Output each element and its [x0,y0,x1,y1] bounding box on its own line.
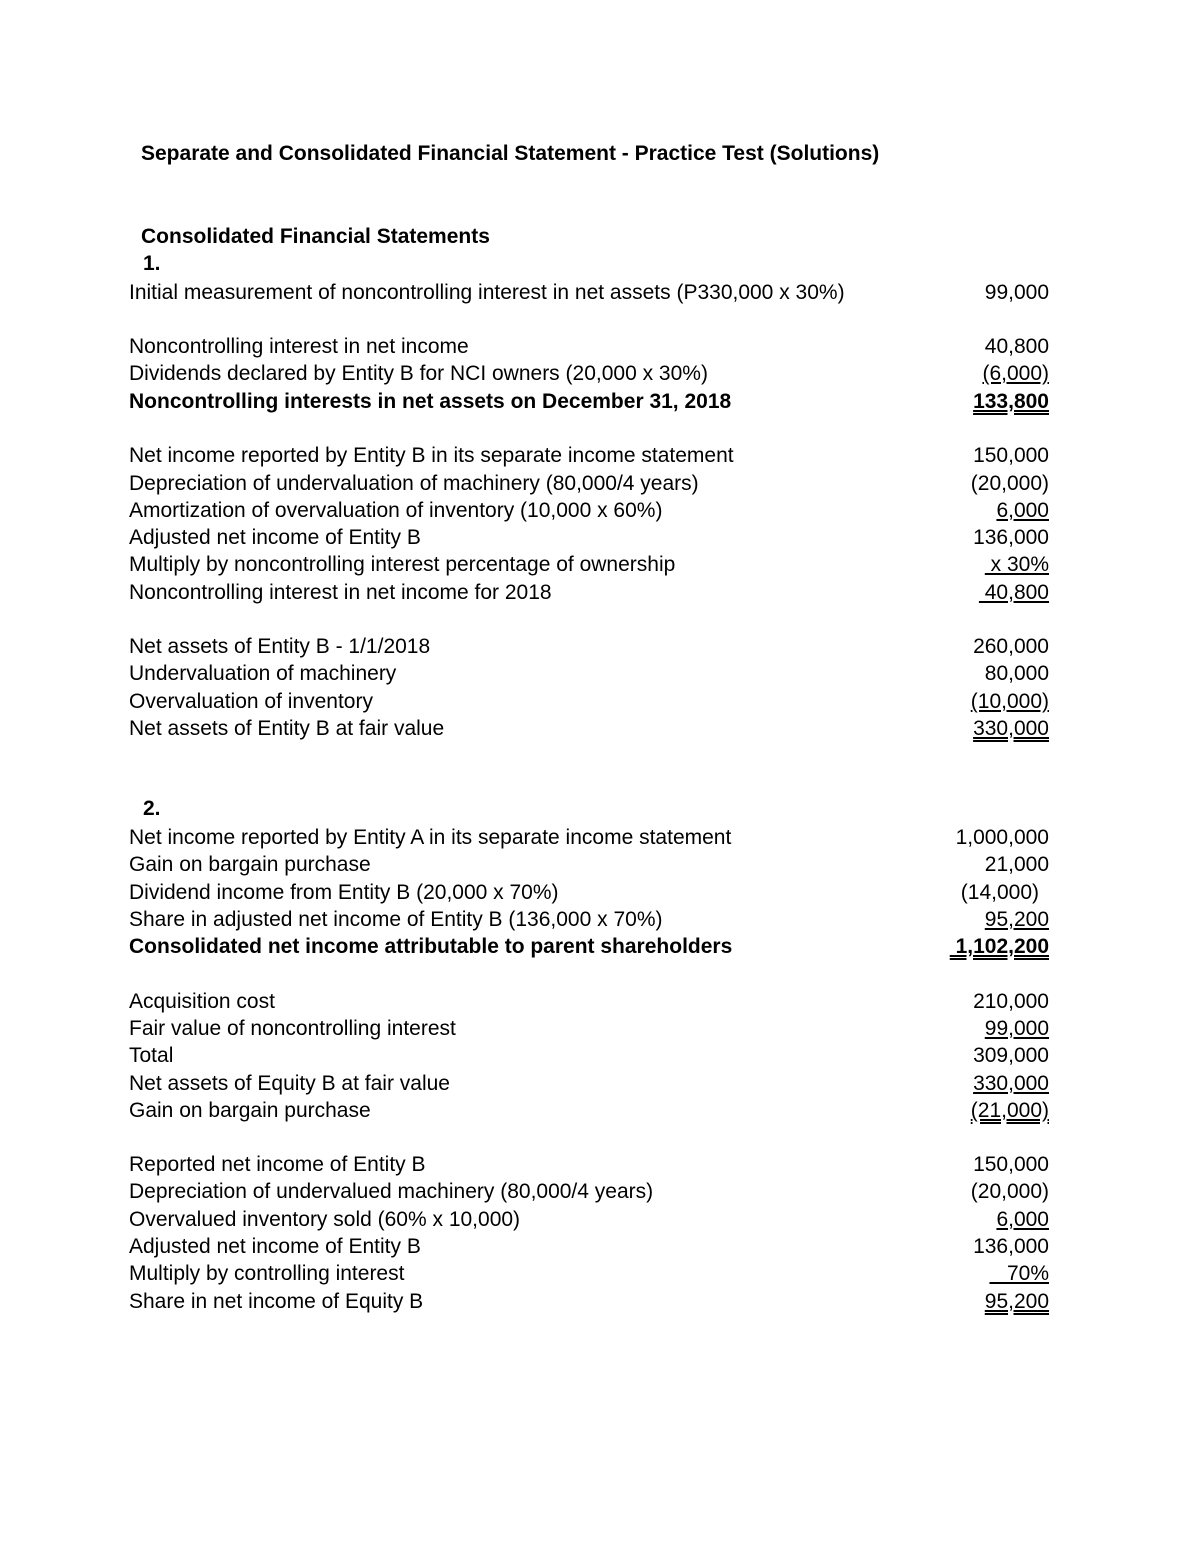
row-value: (14,000) [960,881,1039,904]
row-value: (20,000) [970,472,1049,495]
row-value: 40,800 [984,335,1049,358]
row-label: Share in adjusted net income of Entity B (136,000 x 70%) [129,908,663,931]
row-label: Net assets of Entity B - 1/1/2018 [129,635,431,658]
row-label: Depreciation of undervalued machinery (80,000/4 years) [129,1180,654,1203]
row-label: Fair value of noncontrolling interest [129,1017,456,1040]
row-label: Adjusted net income of Entity B [129,1235,421,1258]
row-label: Noncontrolling interest in net income [129,335,469,358]
row-label: Amortization of overvaluation of inventory (10,000 x 60%) [129,499,663,522]
row-value: (20,000) [970,1180,1049,1203]
row-value: (6,000) [982,362,1049,385]
row-label: Net income reported by Entity A in its separate income statement [129,826,732,849]
row-label: Consolidated net income attributable to parent shareholders [129,935,733,958]
row-value: 6,000 [996,499,1049,522]
table-row [129,1206,1049,1233]
table-row [129,633,1049,660]
row-label: Noncontrolling interest in net income for 2018 [129,581,552,604]
section-heading: Consolidated Financial Statements [141,225,490,248]
row-label: Adjusted net income of Entity B [129,526,421,549]
row-value: 6,000 [996,1208,1049,1231]
row-value: 99,000 [984,281,1049,304]
row-label: Gain on bargain purchase [129,1099,371,1122]
table-row [129,279,1049,333]
row-value: 210,000 [973,990,1049,1013]
question-2-number: 2. [143,797,161,820]
row-value: 260,000 [973,635,1049,658]
table-row [129,1097,1049,1124]
table-row [129,1151,1049,1178]
row-value: 133,800 [973,390,1049,413]
row-value: x 30% [984,553,1049,576]
row-label: Share in net income of Equity B [129,1290,424,1313]
table-row [129,1015,1049,1042]
row-value: 136,000 [973,526,1049,549]
row-value: (10,000) [970,690,1049,713]
row-value: 80,000 [984,662,1049,685]
row-label: Multiply by noncontrolling interest percentage of ownership [129,553,676,576]
document-title: Separate and Consolidated Financial Statement - Practice Test (Solutions) [141,142,880,165]
row-value: 1,000,000 [955,826,1049,849]
table-row [129,1178,1049,1205]
row-value: 40,800 [978,581,1049,604]
row-label: Initial measurement of noncontrolling interest in net assets (P330,000 x 30%) [129,281,845,304]
table-row [129,333,1049,360]
table-row [129,1288,1049,1315]
table-row [129,442,1049,469]
table-row [129,1233,1049,1260]
row-value: 150,000 [973,1153,1049,1176]
row-label: Net assets of Entity B at fair value [129,717,445,740]
row-label: Noncontrolling interests in net assets on December 31, 2018 [129,390,732,413]
table-row [129,551,1049,578]
row-value: 99,000 [984,1017,1049,1040]
row-value: 136,000 [973,1235,1049,1258]
row-value: 95,200 [984,1290,1049,1313]
table-row [129,497,1049,524]
table-row [129,851,1049,878]
table-row [129,906,1049,933]
row-label: Dividends declared by Entity B for NCI owners (20,000 x 30%) [129,362,708,385]
row-label: Undervaluation of machinery [129,662,397,685]
row-label: Multiply by controlling interest [129,1262,405,1285]
table-row [129,524,1049,551]
table-row [129,688,1049,715]
table-row [129,824,1049,851]
row-value: 330,000 [973,1072,1049,1095]
table-row [129,579,1049,606]
row-value: 95,200 [984,908,1049,931]
table-row [129,360,1049,387]
table-row [129,1260,1049,1287]
table-row [129,1042,1049,1069]
row-value: 309,000 [973,1044,1049,1067]
row-value: 1,102,200 [949,935,1049,958]
row-label: Net income reported by Entity B in its separate income statement [129,444,734,467]
table-row-total [129,388,1049,415]
row-value: 21,000 [984,853,1049,876]
table-row [129,715,1049,742]
row-label: Gain on bargain purchase [129,853,371,876]
row-label: Dividend income from Entity B (20,000 x 70%) [129,881,559,904]
table-row [129,470,1049,497]
row-value: 150,000 [973,444,1049,467]
table-row [129,660,1049,687]
row-label: Total [129,1044,174,1067]
table-row-total [129,933,1049,960]
table-row [129,1070,1049,1097]
table-row [129,879,1049,906]
question-1-number: 1. [143,252,161,275]
row-label: Overvaluation of inventory [129,690,373,713]
row-label: Acquisition cost [129,990,275,1013]
row-label: Reported net income of Entity B [129,1153,426,1176]
table-row [129,988,1049,1015]
row-label: Net assets of Equity B at fair value [129,1072,450,1095]
row-label: Depreciation of undervaluation of machinery (80,000/4 years) [129,472,699,495]
row-value: (21,000) [970,1099,1049,1122]
row-value: 330,000 [973,717,1049,740]
row-value: 70% [989,1262,1049,1285]
row-label: Overvalued inventory sold (60% x 10,000) [129,1208,521,1231]
